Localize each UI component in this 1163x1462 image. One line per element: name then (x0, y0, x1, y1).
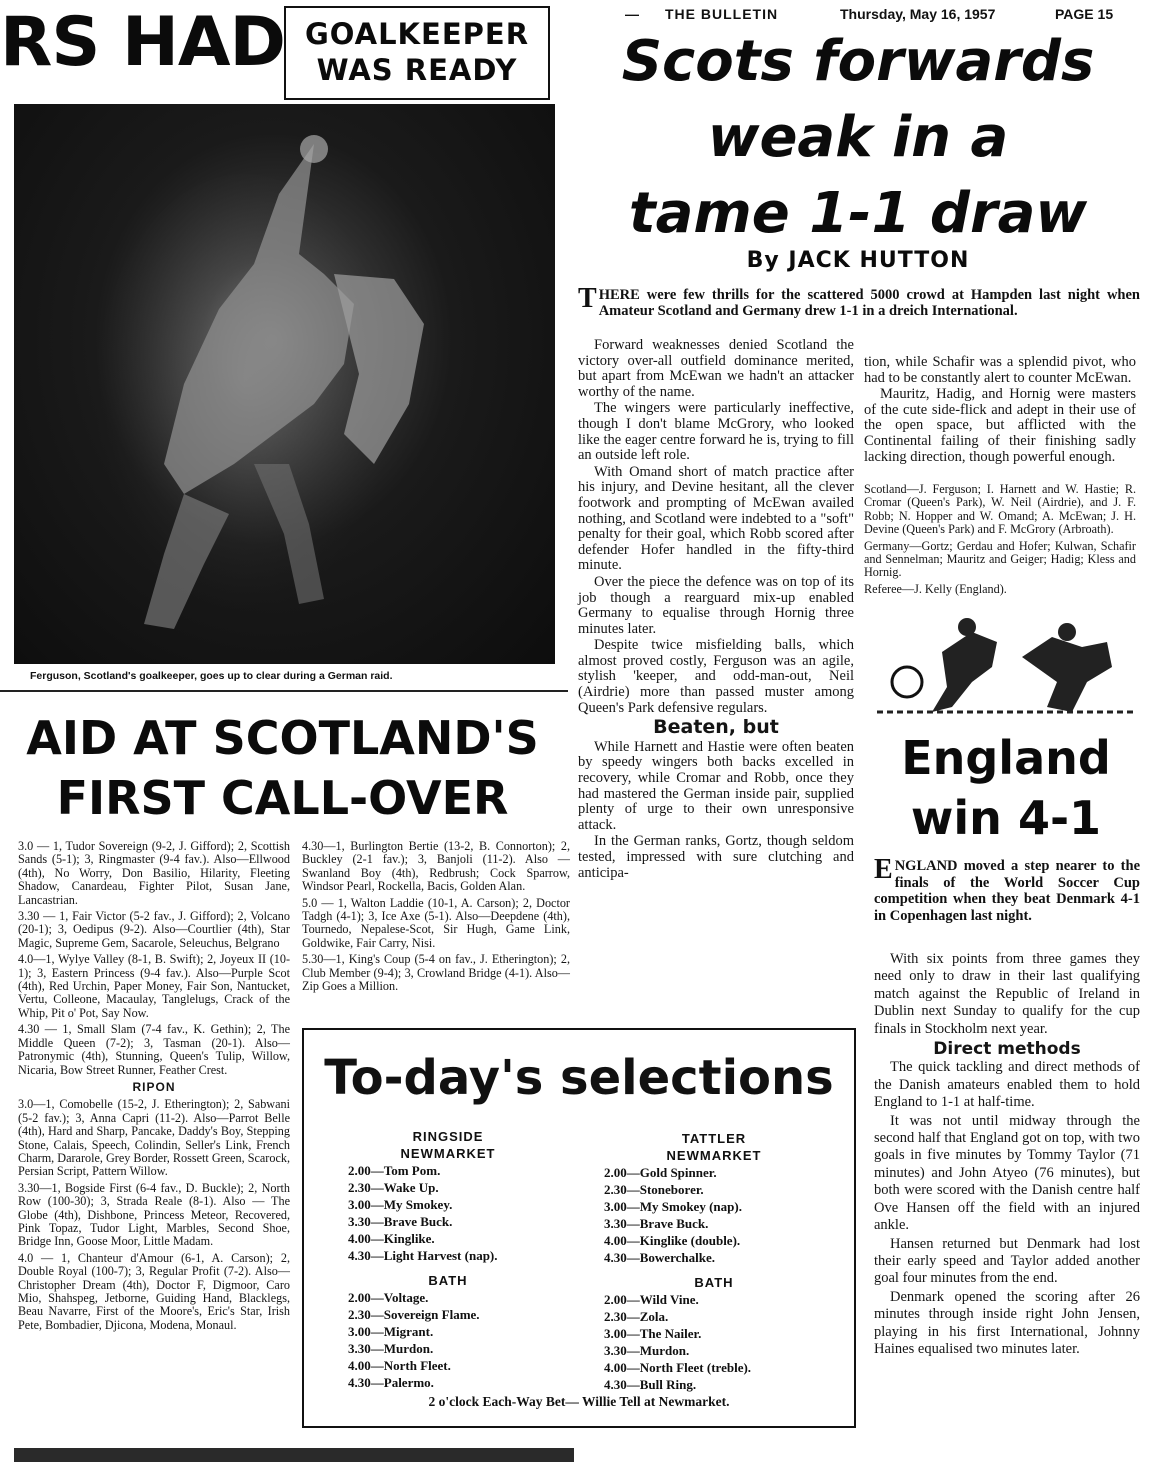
england-headline-line1: England (901, 731, 1111, 785)
photo-caption: Ferguson, Scotland's goalkeeper, goes up to clear during a German raid. (30, 670, 393, 682)
paragraph: Despite twice misfielding balls, which almost proved costly, Ferguson was an agile, stylish 'keeper, and odd-man-out, Neil (Airdrie) more than passed muster among Queen's Park defensive regulars. (578, 637, 854, 716)
paragraph: Denmark opened the scoring after 26 minutes through inside right John Jensen, playing in his first International, Johnny Haines equalised two minutes later. (874, 1288, 1140, 1357)
subhead-beaten: Beaten, but (653, 716, 779, 739)
masthead-date: Thursday, May 16, 1957 (840, 6, 996, 22)
tipster-ringside: RINGSIDE (412, 1129, 484, 1144)
selection-row: 2.30—Stoneborer. (604, 1182, 704, 1197)
each-way-bet: 2 o'clock Each-Way Bet— Willie Tell at Newmarket. (428, 1394, 730, 1409)
race-result: 3.30 — 1, Fair Victor (5-2 fav., J. Gifford); 2, Volcano (20-1); 3, Oedipus (9-2). Also—Courtlier (4th), Star Magic, Supreme Gem, Sacarole, Seleuchus, Belgrano (18, 909, 290, 950)
main-column-2 (864, 355, 1136, 466)
main-headline-line1: Scots forwards (621, 29, 1095, 94)
race-result: 5.0 — 1, Walton Laddie (10-1, A. Carson); 2, Doctor Tadgh (4-1); 3, Ice Axe (5-1). Also—Deepdene (4th), Tournedo, Nepalese-Scot, Sir Hugh, Game Link, Goldwike, Fair Carry, Nisi. (302, 895, 570, 950)
race-result: 5.30—1, King's Coup (5-4 on fav., J. Etherington); 2, Club Member (9-4); 3, Crowland Bridge (4-1). Also—Zip Goes a Million. (302, 952, 570, 994)
meeting-bath: BATH (694, 1275, 734, 1290)
paragraph: tion, while Schafir was a splendid pivot, who had to be constantly alert to counter McEwan. (864, 354, 1136, 386)
paragraph: In the German ranks, Gortz, though seldom tested, impressed with sure clutching and anticipa- (578, 833, 854, 881)
selections-box (302, 1028, 856, 1428)
match-photo (14, 104, 555, 664)
selection-row: 4.30—Bull Ring. (604, 1377, 697, 1392)
selection-row: 4.00—North Fleet (treble). (604, 1360, 752, 1375)
england-lede (874, 854, 1140, 924)
race-result: 3.30—1, Bogside First (6-4 fav., D. Buckle); 2, North Row (100-30); 3, Strada Reale (8-1). Also — The Globe (4th), Dishbone, Princess Meteor, Recovered, Pink Topaz, Tudor Light, Marbles, Second Shoe, Bridge Inn, Goose Moor, Little Madam. (18, 1180, 290, 1249)
meeting-bath: BATH (428, 1273, 468, 1288)
england-lede-text: NGLAND moved a step nearer to the finals of the World Soccer Cup competition when they beat Denmark 4-1 in Copenhagen last night. (874, 858, 1140, 924)
paragraph: It was not until midway through the second half that England got on top, with two goals in five minutes by Tommy Taylor (71 minutes) and John Atyeo (76 minutes), but both were scored with the Danish centre half Ove Hansen off the field with an injured ankle. (874, 1112, 1140, 1234)
selection-row: 4.30—Bowerchalke. (604, 1250, 715, 1265)
paragraph: Forward weaknesses denied Scotland the victory over-all outfield dominance merited, but apart from McEwan we hadn't an attacker worthy of the name. (578, 337, 854, 400)
racing-column-1 (18, 840, 290, 1335)
selection-row: 3.00—My Smokey (nap). (604, 1199, 742, 1214)
selection-row: 2.00—Voltage. (348, 1290, 429, 1305)
subhead-direct-methods: Direct methods (933, 1039, 1081, 1060)
england-headline-line2: win 4-1 (910, 791, 1102, 845)
england-lede-dropcap: E (874, 854, 893, 885)
team-scotland: Scotland—J. Ferguson; I. Harnett and W. Hastie; R. Cromar (Queen's Park), W. Neil (Airdrie), and J. F. Robb; N. Hopper and W. Omand; A. McEwan; J. H. Devine (Queen's Park) and F. McGrory (Arbroath). (864, 482, 1136, 537)
masthead-paper: THE BULLETIN (665, 6, 779, 22)
byline: By JACK HUTTON (746, 248, 970, 273)
racing-headline-line2: FIRST CALL-OVER (56, 771, 509, 825)
selection-row: 2.00—Gold Spinner. (604, 1165, 717, 1180)
selection-row: 3.00—The Nailer. (604, 1326, 702, 1341)
paragraph: With six points from three games they need only to draw in their last qualifying match against the Republic of Ireland in Dublin next Sunday to qualify for the cup finals in Stockholm next year. (874, 951, 1140, 1037)
goalkeeper-line1: GOALKEEPER (304, 17, 530, 51)
selection-row: 4.30—Palermo. (348, 1375, 434, 1390)
race-result: 4.0—1, Wylye Valley (8-1, B. Swift); 2, Joyeux II (10-1); 3, Eastern Princess (9-4 fav.). Also—Purple Scot (4th), Red Urchin, Paper Money, Fair Son, Nantucket, Vertu, Colleone, Macaulay, Tanglelugs, Crack of the Whip, Pit o' Pot, Say Now. (18, 952, 290, 1020)
goalkeeper-box (284, 6, 550, 100)
main-column-1 (578, 338, 854, 882)
selection-row: 2.00—Tom Pom. (348, 1163, 441, 1178)
racing-column-2 (302, 840, 570, 996)
race-result: 4.30—1, Burlington Bertie (13-2, B. Connorton); 2, Buckley (2-1 fav.); 3, Banjoli (11-2). Also — Swanland Boy (4th), Redbrush; Cock Sparrow, Windsor Pearl, Rockella, Bacis, Golden Alan. (302, 839, 570, 894)
paragraph: Over the piece the defence was on top of its job though a rearguard mix-up enabled Germany to equalise through Hornig three minutes later. (578, 573, 854, 637)
goalkeeper-figure-image (14, 104, 555, 664)
bottom-edge-rule (14, 1448, 574, 1462)
paragraph: The quick tackling and direct methods of the Danish amateurs enabled them to hold England to 1-1 at half-time. (874, 1059, 1140, 1111)
selection-row: 4.30—Light Harvest (nap). (348, 1248, 498, 1263)
left-headline-fragment: RS HAD (0, 3, 285, 82)
england-column (874, 951, 1140, 1359)
meeting-newmarket: NEWMARKET (400, 1146, 496, 1161)
racing-headline-line1: AID AT SCOTLAND'S (26, 711, 539, 765)
footballers-cartoon-image (872, 612, 1142, 722)
main-lede (578, 283, 1140, 319)
paragraph: Hansen returned but Denmark had lost their early speed and Taylor added another goal four minutes from the end. (874, 1235, 1140, 1287)
selection-row: 2.30—Sovereign Flame. (348, 1307, 480, 1322)
selections-tattler (604, 1130, 824, 1393)
race-result: 4.0 — 1, Chanteur d'Amour (6-1, A. Carson); 2, Double Royal (100-7); 3, Regular Profit (7-2). Also—Christopher Dream (4th), Doctor F, Digmoor, Caro Mio, Shahspeg, Jetborne, Guiding Hand, Blacklegs, Beau Navarre, First of the Moore's, Eric's Star, Irish Pete, Bombadier, Djicona, Modena, Monaul. (18, 1250, 290, 1332)
selection-row: 3.30—Murdon. (348, 1341, 434, 1356)
main-lede-text: HERE were few thrills for the scattered 5000 crowd at Hampden last night when Amateur Scotland and Germany drew 1-1 in a dreich International. (598, 287, 1140, 319)
selection-row: 3.00—Migrant. (348, 1324, 434, 1339)
goalkeeper-line2: WAS READY (316, 53, 518, 87)
selection-row: 3.30—Murdon. (604, 1343, 690, 1358)
masthead-dash: — (625, 6, 639, 22)
selections-title: To-day's selections (324, 1050, 834, 1106)
selection-row: 2.30—Wake Up. (348, 1180, 439, 1195)
selection-row: 3.30—Brave Buck. (604, 1216, 709, 1231)
paragraph: With Omand short of match practice after his injury, and Devine hesitant, all the clever footwork and prompting of McEwan availed nothing, and Scotland were indebted to a "soft" penalty for their goal, which Robb scored after defender Hofer handled in the fifty-third minute. (578, 463, 854, 574)
team-lineups (864, 483, 1136, 599)
race-result: 3.0 — 1, Tudor Sovereign (9-2, J. Gifford); 2, Scottish Sands (5-1); 3, Ringmaster (9-4 fav.). Also—Ellwood (4th), No Worry, Don Basilio, Hilarity, Fleeting Shadow, Canardeau, Fighter Pilot, Susan Jane, Lancastrian. (18, 839, 290, 907)
selection-row: 2.00—Wild Vine. (604, 1292, 699, 1307)
selection-row: 2.30—Zola. (604, 1309, 669, 1324)
main-lede-dropcap: T (578, 283, 597, 314)
main-headline-line2: weak in a (707, 105, 1009, 170)
main-headline-line3: tame 1-1 draw (628, 181, 1088, 246)
selection-row: 4.00—Kinglike (double). (604, 1233, 741, 1248)
masthead-page: PAGE 15 (1055, 6, 1114, 22)
selection-row: 3.30—Brave Buck. (348, 1214, 453, 1229)
selections-ringside (348, 1128, 548, 1391)
race-result: 4.30 — 1, Small Slam (7-4 fav., K. Gethin); 2, The Middle Queen (7-2); 3, Tasman (20-1). Also—Patronymic (4th), Stunning, Queen's Tulip, Willow, Nicaria, Bow Street Runner, Feather Crest. (18, 1022, 290, 1077)
selection-row: 4.00—Kinglike. (348, 1231, 435, 1246)
referee: Referee—J. Kelly (England). (864, 581, 1007, 596)
racing-headline (0, 708, 565, 828)
paragraph: The wingers were particularly ineffective, though I don't blame McGrory, who looked like the eager centre forward he is, trying to fill an outside left role. (578, 400, 854, 464)
race-result: 3.0—1, Comobelle (15-2, J. Etherington); 2, Sabwani (5-2 fav.); 3, Anna Capri (11-2). Also—Parrot Belle (4th), Hard and Sharp, Pancake, Daddy's Boy, Stepping Stone, Calais, Speech, Colindin, Seller's Link, French Charm, Dararole, Grey Border, Rossett Green, Scarock, Persian Script, Pattern Willow. (18, 1097, 290, 1179)
main-headline (578, 24, 1138, 252)
selection-row: 4.00—North Fleet. (348, 1358, 451, 1373)
tipster-tattler: TATTLER (681, 1131, 747, 1146)
masthead (625, 6, 1145, 26)
selection-row: 3.00—My Smokey. (348, 1197, 453, 1212)
meeting-newmarket: NEWMARKET (666, 1148, 762, 1163)
england-headline (872, 728, 1140, 848)
paragraph: Mauritz, Hadig, and Hornig were masters of the cute side-flick and adept in their use of the open space, but afflicted with the Continental failing of their finishing sadly lacking direction, though powerful enough. (864, 386, 1136, 465)
photo-bottom-rule (0, 690, 568, 692)
paragraph: While Harnett and Hastie were often beaten by speedy wingers both backs excelled in recovery, while Cromar and Robb, once they had mastered the German inside pair, supplied plenty of urge to their own unresponsive attack. (578, 738, 854, 833)
team-germany: Germany—Gortz; Gerdau and Hofer; Kulwan, Schafir and Sennelman; Mauritz and Geiger; Hadig; Kless and Hornig. (864, 538, 1136, 580)
ripon-heading: RIPON (132, 1079, 176, 1094)
